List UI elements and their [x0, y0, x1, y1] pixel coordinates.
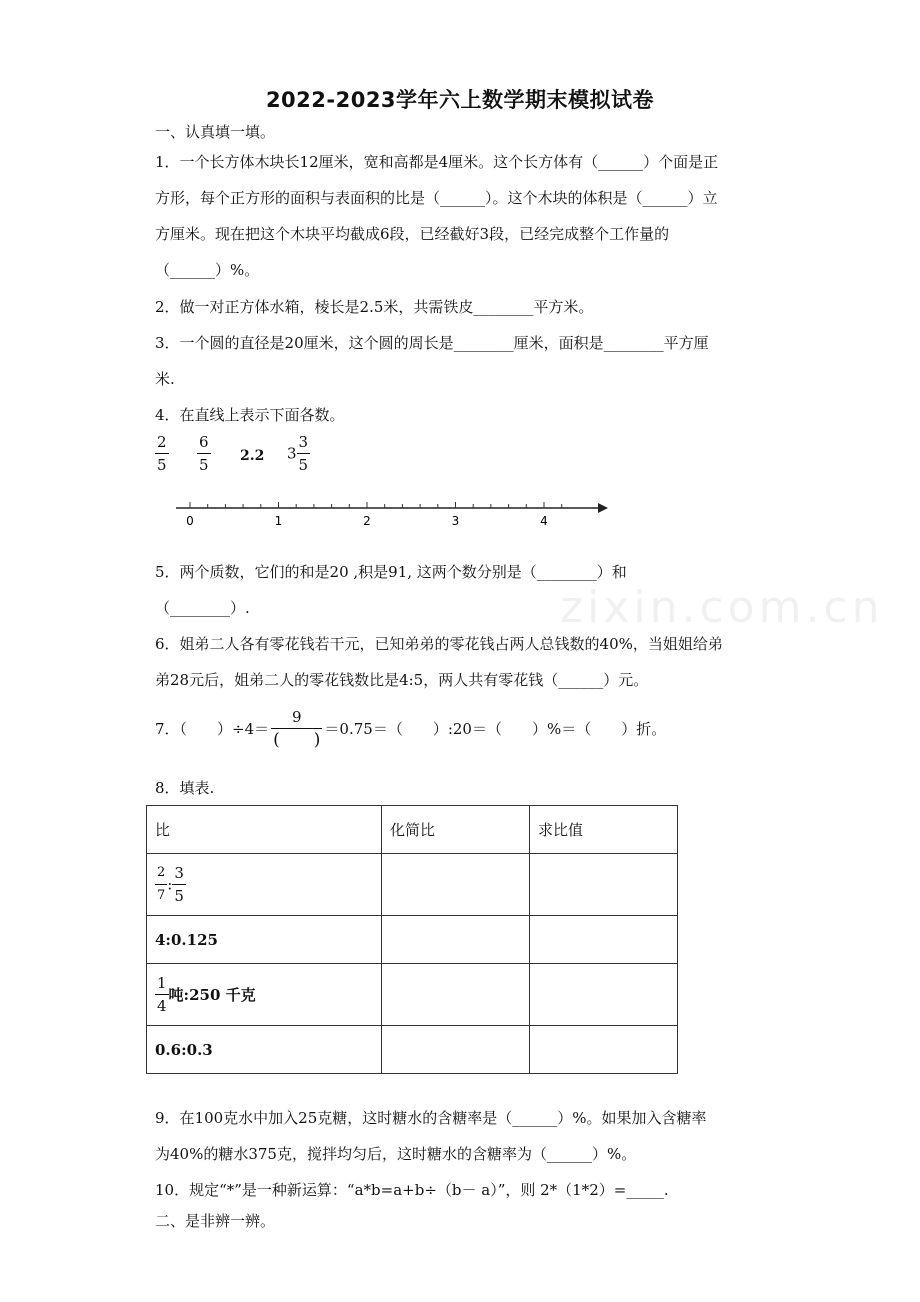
- table-row: [147, 916, 678, 964]
- q1-line-4: （______）%。: [155, 261, 260, 279]
- q9-line-1: 9．在100克水中加入25克糖，这时糖水的含糖率是（______）%。如果加入含糖率: [155, 1109, 707, 1127]
- q7-denominator: ( ): [273, 730, 321, 750]
- q7-numerator: 9: [292, 708, 302, 726]
- q2: 2．做一对正方体水箱，棱长是2.5米，共需铁皮________平方米。: [155, 298, 594, 316]
- r1-a-numerator: 2: [157, 865, 166, 880]
- number-line-arrow-icon: [598, 503, 608, 513]
- table-row: [147, 1026, 678, 1074]
- q9-line-2: 为40%的糖水375克，搅拌均匀后，这时糖水的含糖率为（______）%。: [155, 1145, 637, 1163]
- cell-answer[interactable]: [382, 964, 530, 1026]
- q4-decimal: 2.2: [240, 448, 265, 464]
- q8-text: 8．填表.: [155, 779, 215, 797]
- q4-f1-numerator: 2: [157, 433, 167, 451]
- q4-f1-denominator: 5: [157, 456, 167, 474]
- r1-b-denominator: 5: [174, 887, 184, 905]
- header-simplified-ratio: 化简比: [382, 806, 530, 854]
- q4-fraction-2: [197, 433, 211, 474]
- q7: [155, 708, 666, 749]
- q7-right: ＝0.75＝（ ）:20＝（ ）%＝（ ）折。: [324, 719, 667, 738]
- q4-mixed-number: [287, 433, 310, 474]
- r1-separator: :: [167, 875, 173, 894]
- q7-left: 7．（ ）÷4＝: [155, 719, 270, 738]
- q5-line-2: （________）.: [155, 599, 250, 617]
- q6-line-2: 弟28元后，姐弟二人的零花钱数比是4:5，两人共有零花钱（______）元。: [155, 671, 649, 689]
- number-line-label: 1: [274, 514, 283, 528]
- number-line-label: 0: [186, 514, 194, 528]
- number-line-label: 3: [451, 514, 460, 528]
- table-row: [147, 806, 678, 854]
- q1-line-2: 方形，每个正方形的面积与表面积的比是（______）。这个木块的体积是（______）立: [155, 189, 718, 207]
- section-1-heading: 一、认真填一填。: [155, 123, 276, 141]
- header-ratio: 比: [147, 806, 382, 854]
- q4-f2-numerator: 6: [199, 433, 209, 451]
- cell-answer[interactable]: [530, 854, 678, 916]
- q4-mixed-numerator: 3: [298, 433, 309, 451]
- table-row: [147, 854, 678, 916]
- q4-text: 4．在直线上表示下面各数。: [155, 406, 345, 424]
- q10: 10．规定“*”是一种新运算：“a*b=a+b÷（b－ a）”，则 2*（1*2）=_____.: [155, 1181, 669, 1199]
- number-line: [170, 495, 615, 530]
- watermark: zixin.com.cn: [560, 582, 884, 633]
- q3-line-2: 米.: [155, 370, 175, 388]
- q3-line-1: 3．一个圆的直径是20厘米，这个圆的周长是________厘米，面积是________平方厘: [155, 334, 709, 352]
- r1-a-denominator: 7: [157, 888, 166, 903]
- cell-answer[interactable]: [530, 964, 678, 1026]
- q4-mixed-whole: 3: [287, 444, 297, 463]
- q4-fraction-1: [155, 433, 169, 474]
- r3-rest: 吨:250 千克: [168, 986, 256, 1004]
- number-line-label: 4: [540, 514, 548, 528]
- q6-line-1: 6．姐弟二人各有零花钱若干元，已知弟弟的零花钱占两人总钱数的40%，当姐姐给弟: [155, 635, 723, 653]
- number-line-label: 2: [363, 514, 371, 528]
- header-ratio-value: 求比值: [530, 806, 678, 854]
- cell-answer[interactable]: [530, 916, 678, 964]
- table-row: [147, 964, 678, 1026]
- cell-ratio: 4:0.125: [147, 916, 382, 964]
- number-line-labels: [186, 514, 548, 528]
- q1-line-1: 1．一个长方体木块长12厘米，宽和高都是4厘米。这个长方体有（______）个面是正: [155, 153, 719, 171]
- q4-f2-denominator: 5: [199, 456, 209, 474]
- r3-numerator: 1: [157, 974, 167, 992]
- cell-answer[interactable]: [382, 916, 530, 964]
- r1-b-numerator: 3: [174, 864, 184, 882]
- r3-denominator: 4: [157, 997, 167, 1015]
- q5-line-1: 5．两个质数，它们的和是20 ,积是91, 这两个数分别是（________）和: [155, 563, 627, 581]
- section-2-heading: 二、是非辨一辨。: [155, 1212, 276, 1230]
- cell-ratio: 0.6:0.3: [147, 1026, 382, 1074]
- page-title: 2022-2023学年六上数学期末模拟试卷: [265, 88, 655, 112]
- number-line-ticks: [190, 502, 562, 508]
- cell-answer[interactable]: [382, 854, 530, 916]
- q8-table: [146, 805, 678, 1074]
- cell-ratio-fraction: [147, 854, 382, 916]
- q4-mixed-denominator: 5: [298, 456, 309, 474]
- cell-answer[interactable]: [382, 1026, 530, 1074]
- cell-answer[interactable]: [530, 1026, 678, 1074]
- q1-line-3: 方厘米。现在把这个木块平均截成6段，已经截好3段，已经完成整个工作量的: [155, 225, 670, 243]
- cell-ratio-mass: [147, 964, 382, 1026]
